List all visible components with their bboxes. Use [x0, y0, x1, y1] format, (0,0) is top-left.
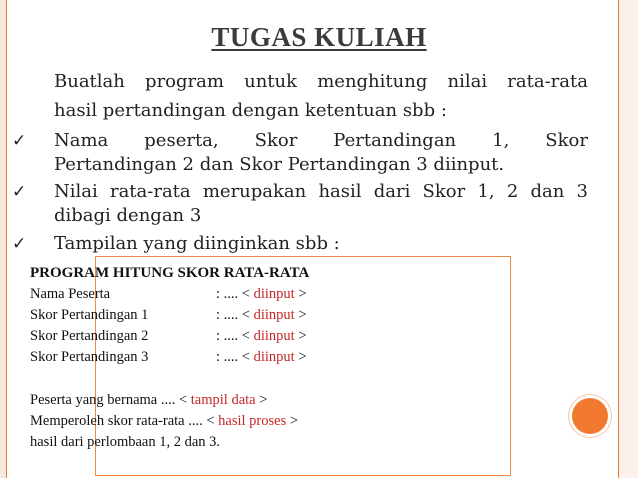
checkmark-icon: ✓ — [12, 234, 27, 254]
field-suffix: > — [294, 328, 307, 344]
checkmark-icon: ✓ — [12, 182, 27, 202]
bullet-text-line: dibagi dengan 3 — [54, 205, 202, 226]
bullet-item — [12, 180, 588, 228]
orange-circle-decoration — [572, 398, 608, 434]
field-prefix: : .... < — [216, 349, 254, 365]
field-placeholder: diinput — [253, 286, 295, 302]
bullet-text-line: Nilai rata-rata merupakan hasil dari Skor 1, 2 dan 3 — [54, 181, 588, 202]
field-placeholder: diinput — [253, 328, 295, 344]
bullet-text — [54, 180, 588, 228]
intro-line-1: Buatlah program untuk menghitung nilai rata-rata — [54, 71, 588, 92]
output-field-row — [30, 347, 309, 368]
bullet-text — [54, 232, 588, 256]
slide-title — [0, 22, 638, 53]
field-prefix: : .... < — [216, 307, 254, 323]
field-label: Skor Pertandingan 2 — [30, 328, 149, 344]
field-label: Nama Peserta — [30, 286, 111, 302]
bullet-item — [12, 129, 588, 177]
field-suffix: > — [294, 307, 307, 323]
bullet-text — [54, 129, 588, 177]
bullet-text-line: Nama peserta, Skor Pertandingan 1, Skor — [54, 130, 588, 151]
bullet-text-line: Pertandingan 2 dan Skor Pertandingan 3 diinput. — [54, 154, 505, 175]
output-field-row — [30, 326, 309, 347]
output-heading: PROGRAM HITUNG SKOR RATA-RATA — [30, 265, 310, 281]
field-prefix: : .... < — [216, 328, 254, 344]
checkmark-icon: ✓ — [12, 131, 27, 151]
result-placeholder: hasil proses — [218, 413, 287, 429]
field-label: Skor Pertandingan 3 — [30, 349, 149, 365]
result-placeholder: tampil data — [190, 392, 256, 408]
output-preview — [30, 263, 309, 453]
right-decorative-strip — [619, 0, 638, 478]
intro-line-2: hasil pertandingan dengan ketentuan sbb : — [54, 100, 447, 121]
output-result-line — [30, 390, 309, 411]
result-suffix: > — [286, 413, 299, 429]
left-frame-border — [0, 0, 7, 478]
field-placeholder: diinput — [253, 349, 295, 365]
result-prefix: Peserta yang bernama .... < — [30, 392, 191, 408]
result-prefix: Memperoleh skor rata-rata .... < — [30, 413, 219, 429]
field-label: Skor Pertandingan 1 — [30, 307, 149, 323]
field-placeholder: diinput — [253, 307, 295, 323]
slide-title-text: TUGAS KULIAH — [211, 22, 427, 52]
bullet-item — [12, 232, 588, 256]
result-suffix: > — [255, 392, 268, 408]
field-suffix: > — [294, 286, 307, 302]
output-field-row — [30, 284, 309, 305]
output-result-line — [30, 411, 309, 432]
spacer — [30, 368, 309, 390]
field-suffix: > — [294, 349, 307, 365]
output-result-line: hasil dari perlombaan 1, 2 dan 3. — [30, 434, 221, 450]
output-field-row — [30, 305, 309, 326]
field-prefix: : .... < — [216, 286, 254, 302]
bullet-text-line: Tampilan yang diinginkan sbb : — [54, 233, 340, 254]
